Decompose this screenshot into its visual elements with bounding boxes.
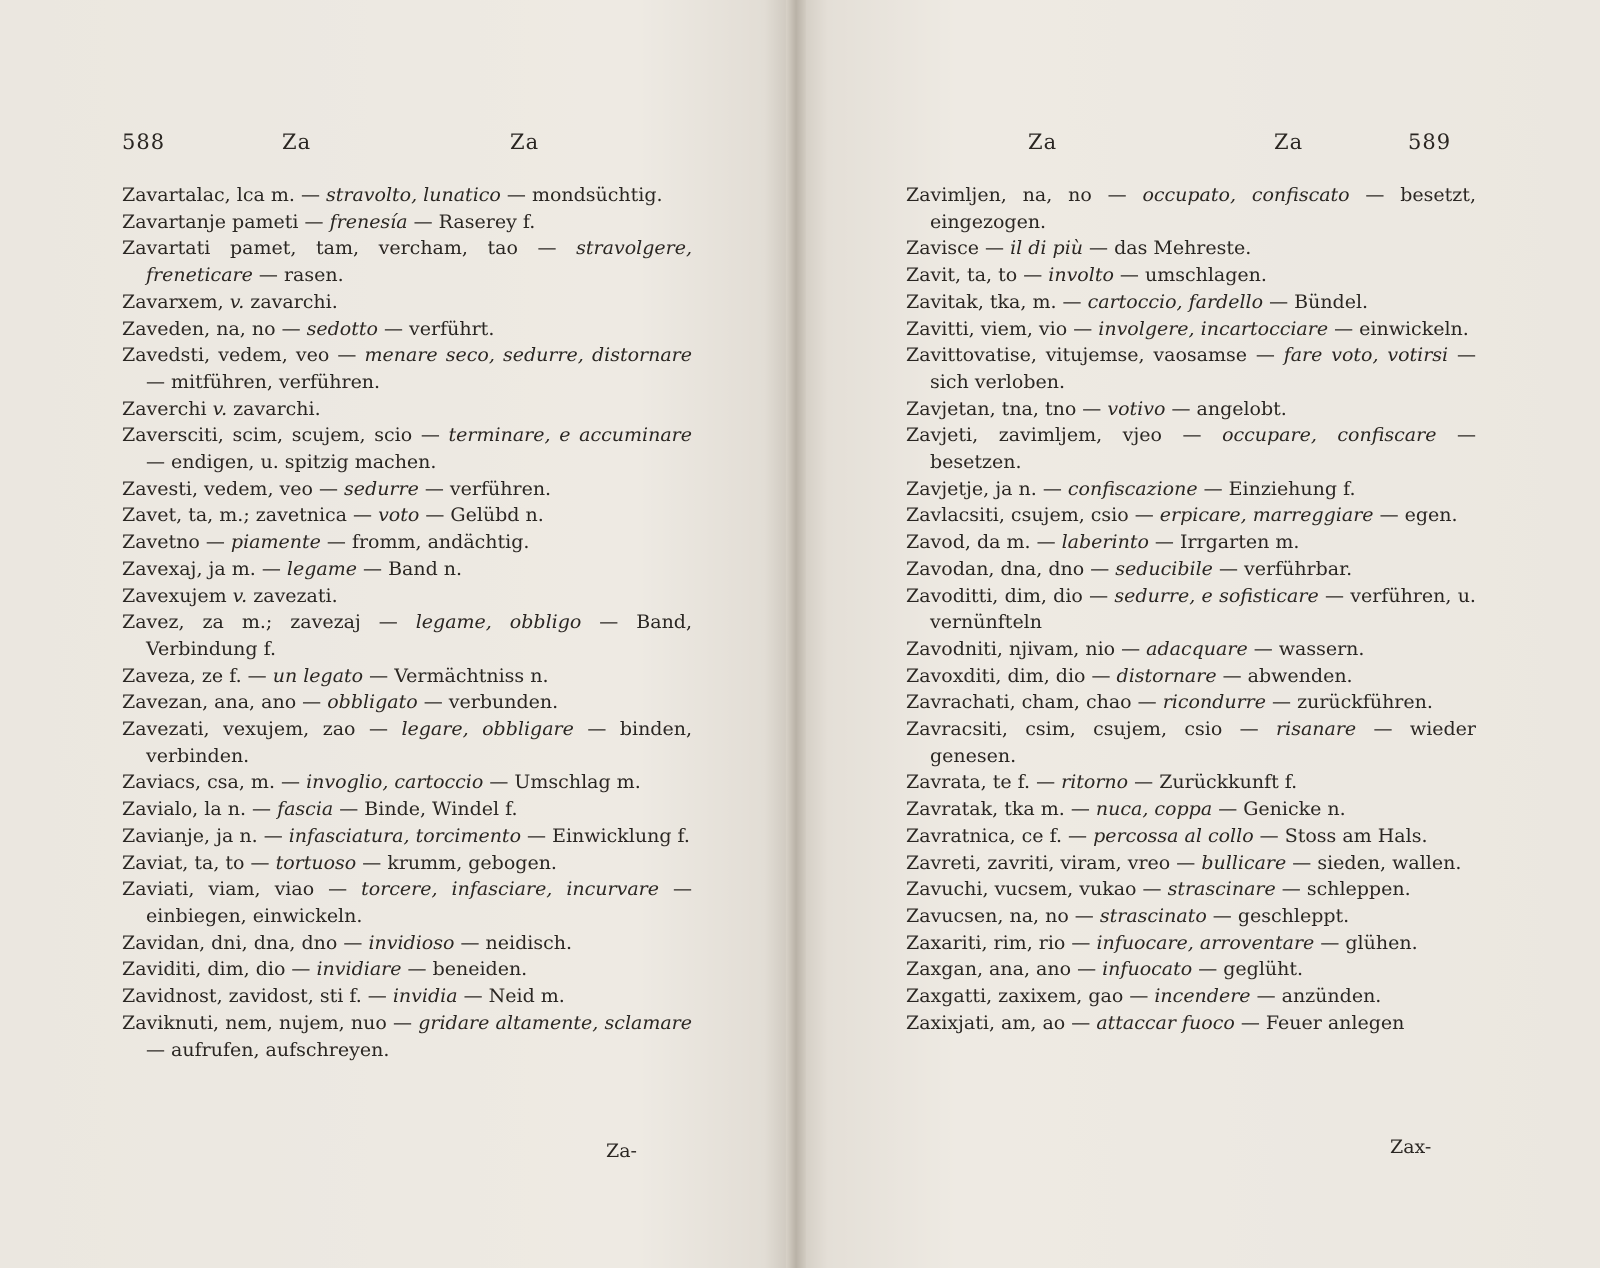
entry-german: — Einwicklung f. xyxy=(521,824,690,847)
dictionary-entry xyxy=(122,769,692,796)
entry-german: — angelobt. xyxy=(1165,397,1287,420)
entry-german: — geglüht. xyxy=(1192,958,1304,981)
entry-italian: tortuoso xyxy=(275,851,357,874)
entry-italian: sedotto xyxy=(306,317,378,340)
entry-italian: occupare, confiscare xyxy=(1222,424,1437,447)
dictionary-entry xyxy=(122,476,692,503)
page-number: 588 xyxy=(122,130,166,154)
entry-italian: invoglio, cartoccio xyxy=(306,771,484,794)
entry-german: — Feuer anlegen xyxy=(1234,1011,1405,1034)
entry-italian: stravolto, lunatico xyxy=(325,184,501,206)
entry-german: — Raserey f. xyxy=(407,210,536,233)
entry-italian: il di più xyxy=(1010,237,1084,260)
dictionary-entry xyxy=(122,716,692,769)
entry-headword: Zavetno — xyxy=(122,531,231,554)
entry-headword: Zavratnica, ce f. — xyxy=(906,824,1094,847)
entry-german: — verführen, u. vernünfteln xyxy=(930,584,1476,634)
entry-german: — Genicke n. xyxy=(1212,798,1346,821)
entry-headword: Zavreti, zavriti, viram, vreo — xyxy=(906,851,1202,874)
entry-headword: Zavidnost, zavidost, sti f. — xyxy=(122,985,393,1008)
entry-italian: risanare xyxy=(1276,718,1357,741)
entry-german: — wieder genesen. xyxy=(930,718,1476,767)
entry-german: — Bündel. xyxy=(1263,290,1369,313)
entry-italian: infasciatura, torcimento xyxy=(288,824,522,847)
dictionary-entry xyxy=(122,182,692,209)
entry-german: — krumm, gebogen. xyxy=(356,851,557,874)
entry-headword: Zaxgan, ana, ano — xyxy=(906,958,1103,981)
entry-german: — neidisch. xyxy=(454,931,572,954)
dictionary-entry xyxy=(906,396,1476,423)
dictionary-entry xyxy=(122,529,692,556)
entry-headword: Zavlacsiti, csujem, csio — xyxy=(906,504,1160,527)
dictionary-entry xyxy=(122,235,692,288)
entry-headword: Zaxgatti, zaxixem, gao — xyxy=(906,985,1155,1008)
left-page xyxy=(0,0,796,1268)
entry-german: — Einziehung f. xyxy=(1197,477,1356,500)
dictionary-entry xyxy=(906,583,1476,636)
entry-german: — Vermächtniss n. xyxy=(363,664,549,687)
entry-italian: frenesía xyxy=(329,210,408,233)
entry-german: — geschleppt. xyxy=(1206,904,1350,927)
dictionary-entry xyxy=(122,289,692,316)
dictionary-entry xyxy=(122,689,692,716)
entry-italian: erpicare, marreggiare xyxy=(1159,504,1374,527)
dictionary-entry xyxy=(906,556,1476,583)
entry-german: — wassern. xyxy=(1247,637,1365,660)
entry-italian: fare voto, votirsi xyxy=(1283,344,1449,367)
entry-headword: Zavezati, vexujem, zao — xyxy=(122,718,402,741)
entry-headword: Zavucsen, na, no — xyxy=(906,904,1100,927)
dictionary-entry xyxy=(906,262,1476,289)
entry-german: — glühen. xyxy=(1314,931,1418,954)
entry-german: — einwickeln. xyxy=(1328,317,1469,340)
entry-german: — endigen, u. spitzig machen. xyxy=(146,451,437,474)
entry-headword: Zavoditti, dim, dio — xyxy=(906,584,1115,607)
entry-german: — Neid m. xyxy=(457,985,565,1008)
entry-italian: invidia xyxy=(392,985,458,1008)
dictionary-entry xyxy=(122,930,692,957)
entry-italian: attaccar fuoco xyxy=(1096,1011,1235,1034)
dictionary-entry xyxy=(906,289,1476,316)
entry-italian: obbligato xyxy=(327,691,418,714)
dictionary-entry xyxy=(906,956,1476,983)
dictionary-entry xyxy=(906,663,1476,690)
entry-italian: fascia xyxy=(277,798,334,821)
entry-headword: Zaviknuti, nem, nujem, nuo — xyxy=(122,1011,419,1034)
entry-german: zavarchi. xyxy=(244,290,338,313)
entry-headword: Zavrata, te f. — xyxy=(906,771,1062,794)
entry-german: — Band, Verbindung f. xyxy=(146,611,693,660)
entry-headword: Zaveza, ze f. — xyxy=(122,664,273,687)
entry-italian: menare seco, sedurre, distornare xyxy=(364,344,692,367)
entry-italian: cartoccio, fardello xyxy=(1087,290,1264,313)
entry-italian: votivo xyxy=(1107,397,1166,420)
entry-headword: Zavratak, tka m. — xyxy=(906,798,1096,821)
entry-italian: legame xyxy=(286,557,357,580)
entry-headword: Zavoxditi, dim, dio — xyxy=(906,664,1117,687)
entry-italian: terminare, e accuminare xyxy=(448,424,692,447)
dictionary-entry xyxy=(122,342,692,395)
entry-italian: laberinto xyxy=(1061,531,1149,554)
entry-headword: Zavisce — xyxy=(906,237,1011,260)
dictionary-entry xyxy=(122,556,692,583)
entry-italian: strascinare xyxy=(1167,878,1276,901)
dictionary-entry xyxy=(906,422,1476,475)
dictionary-entry xyxy=(906,823,1476,850)
dictionary-entry xyxy=(906,529,1476,556)
entry-headword: Zavit, ta, to — xyxy=(906,264,1049,287)
entry-headword: Zavuchi, vucsem, vukao — xyxy=(906,878,1168,901)
dictionary-entry xyxy=(122,1010,692,1063)
entry-italian: nuca, coppa xyxy=(1095,798,1213,821)
dictionary-entry xyxy=(906,983,1476,1010)
entry-german: — besetzt, eingezogen. xyxy=(930,184,1476,233)
entry-german: — Gelübd n. xyxy=(419,504,544,527)
right-page xyxy=(796,0,1600,1268)
dictionary-entry xyxy=(906,850,1476,877)
entry-german: — aufrufen, aufschreyen. xyxy=(146,1038,390,1061)
entry-german: — verbunden. xyxy=(417,691,559,714)
dictionary-entry xyxy=(906,796,1476,823)
dictionary-entry xyxy=(122,396,692,423)
entry-headword: Zaxariti, rim, rio — xyxy=(906,931,1097,954)
entry-headword: Zaviacs, csa, m. — xyxy=(122,771,307,794)
dictionary-entry xyxy=(122,983,692,1010)
entry-headword: Zavarxem, xyxy=(122,290,230,313)
running-head-right: Za xyxy=(510,130,540,154)
dictionary-entry xyxy=(906,316,1476,343)
entry-german: — anzünden. xyxy=(1250,985,1382,1008)
entry-german: — zurückführen. xyxy=(1266,691,1433,714)
entry-italian: legame, obbligo xyxy=(415,611,582,634)
entry-list xyxy=(906,182,1476,1037)
entry-headword: Zavedsti, vedem, veo — xyxy=(122,344,365,367)
entry-italian: v. xyxy=(229,290,245,313)
entry-italian: involgere, incartocciare xyxy=(1098,317,1329,340)
entry-italian: un legato xyxy=(272,664,364,687)
entry-italian: adacquare xyxy=(1146,637,1248,660)
entry-headword: Zavittovatise, vitujemse, vaosamse — xyxy=(906,344,1284,367)
entry-italian: ricondurre xyxy=(1162,691,1266,714)
dictionary-entry xyxy=(122,876,692,929)
entry-italian: sedurre xyxy=(344,477,419,500)
catchword: Zax- xyxy=(1390,1136,1432,1158)
entry-italian: incendere xyxy=(1154,985,1251,1008)
entry-headword: Zavjetje, ja n. — xyxy=(906,477,1068,500)
entry-italian: involto xyxy=(1048,264,1114,287)
entry-headword: Zavidan, dni, dna, dno — xyxy=(122,931,369,954)
entry-headword: Zaviat, ta, to — xyxy=(122,851,276,874)
dictionary-entry xyxy=(122,583,692,610)
entry-german: — Stoss am Hals. xyxy=(1253,824,1428,847)
entry-italian: stravolgere, freneticare xyxy=(146,237,692,287)
entry-german: — sich verloben. xyxy=(930,344,1476,393)
entry-headword: Zavexaj, ja m. — xyxy=(122,557,287,580)
entry-headword: Zavodniti, njivam, nio — xyxy=(906,637,1147,660)
entry-headword: Zavod, da m. — xyxy=(906,531,1062,554)
entry-headword: Zavjeti, zavimljem, vjeo — xyxy=(906,424,1223,447)
entry-headword: Zaviditi, dim, dio — xyxy=(122,958,317,981)
entry-italian: invidioso xyxy=(368,931,455,954)
entry-italian: infuocare, arroventare xyxy=(1096,931,1315,954)
entry-italian: confiscazione xyxy=(1067,477,1198,500)
entry-italian: infuocato xyxy=(1102,958,1193,981)
entry-headword: Zavodan, dna, dno — xyxy=(906,557,1116,580)
entry-italian: piamente xyxy=(230,531,321,554)
entry-italian: strascinato xyxy=(1099,904,1207,927)
entry-german: — binden, verbinden. xyxy=(146,718,692,767)
entry-german: zavezati. xyxy=(247,584,338,607)
dictionary-entry xyxy=(122,502,692,529)
entry-italian: bullicare xyxy=(1201,851,1287,874)
entry-headword: Zavartati pamet, tam, vercham, tao — xyxy=(122,237,577,260)
entry-headword: Zavialo, la n. — xyxy=(122,798,278,821)
entry-german: — mondsüchtig. xyxy=(500,184,663,206)
entry-german: — verführen. xyxy=(418,477,552,500)
dictionary-entry xyxy=(906,235,1476,262)
entry-italian: voto xyxy=(378,504,420,527)
entry-headword: Zavjetan, tna, tno — xyxy=(906,397,1108,420)
entry-italian: distornare xyxy=(1116,664,1217,687)
entry-headword: Zavracsiti, csim, csujem, csio — xyxy=(906,718,1277,741)
entry-german: — Binde, Windel f. xyxy=(333,798,518,821)
entry-german: — fromm, andächtig. xyxy=(320,531,530,554)
entry-german: — verführbar. xyxy=(1212,557,1353,580)
entry-list xyxy=(122,182,692,1063)
dictionary-entry xyxy=(906,1010,1476,1037)
entry-italian: percossa al collo xyxy=(1093,824,1254,847)
dictionary-entry xyxy=(122,663,692,690)
running-head-left: Za xyxy=(282,130,312,154)
entry-italian: torcere, infasciare, incurvare xyxy=(361,878,659,901)
entry-german: — abwenden. xyxy=(1216,664,1353,687)
page-number: 589 xyxy=(1408,130,1452,154)
dictionary-entry xyxy=(906,876,1476,903)
dictionary-entry xyxy=(906,342,1476,395)
entry-italian: v. xyxy=(232,584,248,607)
entry-headword: Zaversciti, scim, scujem, scio — xyxy=(122,424,449,447)
entry-headword: Zavet, ta, m.; zavetnica — xyxy=(122,504,379,527)
entry-headword: Zavartalac, lca m. — xyxy=(122,184,326,206)
dictionary-entry xyxy=(906,903,1476,930)
dictionary-entry xyxy=(122,316,692,343)
entry-headword: Zavitak, tka, m. — xyxy=(906,290,1088,313)
dictionary-entry xyxy=(906,689,1476,716)
dictionary-entry xyxy=(122,850,692,877)
entry-italian: ritorno xyxy=(1061,771,1129,794)
dictionary-entry xyxy=(122,956,692,983)
dictionary-entry xyxy=(906,502,1476,529)
catchword: Za- xyxy=(606,1140,637,1162)
running-head-right: Za xyxy=(1274,130,1304,154)
dictionary-entry xyxy=(122,209,692,236)
entry-german: — rasen. xyxy=(252,264,344,287)
dictionary-entry xyxy=(122,823,692,850)
entry-italian: gridare altamente, sclamare xyxy=(418,1011,693,1034)
entry-headword: Zavitti, viem, vio — xyxy=(906,317,1099,340)
entry-german: — Irrgarten m. xyxy=(1148,531,1300,554)
entry-headword: Zaxixjati, am, ao — xyxy=(906,1011,1097,1034)
entry-german: — verführt. xyxy=(377,317,495,340)
entry-italian: invidiare xyxy=(316,958,402,981)
entry-headword: Zaveden, na, no — xyxy=(122,317,307,340)
entry-headword: Zavartanje pameti — xyxy=(122,210,330,233)
entry-italian: v. xyxy=(212,397,228,420)
entry-german: — Band n. xyxy=(357,557,463,580)
entry-german: — umschlagen. xyxy=(1113,264,1267,287)
dictionary-entry xyxy=(906,930,1476,957)
entry-german: — beneiden. xyxy=(401,958,528,981)
entry-german: — egen. xyxy=(1373,504,1458,527)
entry-german: — Zurückkunft f. xyxy=(1128,771,1298,794)
entry-german: — besetzen. xyxy=(930,424,1476,474)
entry-italian: occupato, confiscato xyxy=(1142,184,1350,206)
entry-german: — mitführen, verführen. xyxy=(146,370,381,393)
entry-italian: legare, obbligare xyxy=(401,718,574,741)
dictionary-entry xyxy=(122,796,692,823)
dictionary-entry xyxy=(906,182,1476,235)
entry-headword: Zavesti, vedem, veo — xyxy=(122,477,345,500)
dictionary-entry xyxy=(906,769,1476,796)
entry-italian: seducibile xyxy=(1115,557,1213,580)
entry-german: — Umschlag m. xyxy=(483,771,641,794)
dictionary-entry xyxy=(906,636,1476,663)
running-head-left: Za xyxy=(1028,130,1058,154)
dictionary-entry xyxy=(906,476,1476,503)
entry-headword: Zaverchi xyxy=(122,397,213,420)
book-gutter xyxy=(786,0,806,1268)
entry-headword: Zaviati, viam, viao — xyxy=(122,878,362,901)
entry-headword: Zavexujem xyxy=(122,584,233,607)
dictionary-entry xyxy=(906,716,1476,769)
entry-headword: Zavez, za m.; zavezaj — xyxy=(122,611,416,634)
dictionary-entry xyxy=(122,609,692,662)
entry-headword: Zavezan, ana, ano — xyxy=(122,691,328,714)
entry-german: — das Mehreste. xyxy=(1083,237,1252,260)
entry-german: — schleppen. xyxy=(1275,878,1411,901)
entry-headword: Zavrachati, cham, chao — xyxy=(906,691,1163,714)
entry-german: — einbiegen, einwickeln. xyxy=(146,878,692,927)
entry-headword: Zavimljen, na, no — xyxy=(906,184,1143,206)
dictionary-entry xyxy=(122,422,692,475)
entry-german: — sieden, wallen. xyxy=(1286,851,1462,874)
entry-german: zavarchi. xyxy=(227,397,321,420)
entry-headword: Zavianje, ja n. — xyxy=(122,824,289,847)
entry-italian: sedurre, e sofisticare xyxy=(1114,584,1319,607)
